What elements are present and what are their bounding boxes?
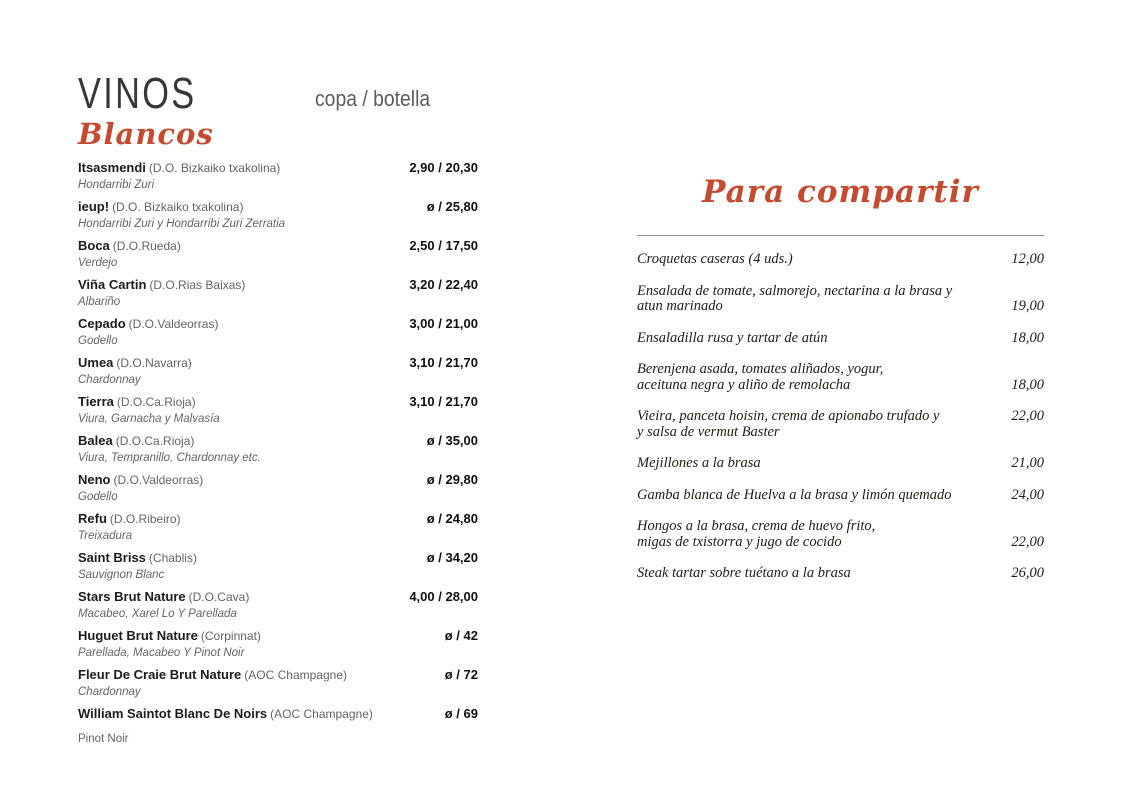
dish-item (637, 519, 1044, 550)
wine-item (78, 666, 478, 699)
dish-description: Ensalada de tomate, salmorejo, nectarina a la brasa y atun marinado (637, 282, 953, 314)
wine-appellation: (AOC Champagne) (270, 707, 373, 721)
wine-title (78, 315, 218, 333)
wine-title (78, 237, 181, 255)
dish-description: Mejillones a la brasa (637, 455, 761, 471)
wine-row (78, 666, 478, 684)
wine-appellation: (Chablis) (148, 551, 197, 565)
wine-price: ø / 29,80 (426, 472, 478, 487)
dish-description: Berenjena asada, tomates aliñados, yogur, aceituna negra y aliño de remolacha (637, 361, 884, 393)
wine-price: ø / 42 (444, 628, 478, 643)
wine-grapes: Verdejo (78, 257, 118, 269)
wine-price: 2,50 / 17,50 (409, 238, 478, 253)
wine-price: 4,00 / 28,00 (409, 589, 478, 604)
wine-price: ø / 25,80 (426, 199, 478, 214)
wine-grapes: Sauvignon Blanc (78, 569, 165, 581)
wine-name: Neno (78, 472, 111, 487)
wine-grapes: Godello (78, 491, 118, 503)
page-title: VINOS (78, 69, 197, 118)
wine-item (78, 588, 478, 621)
wine-list (78, 159, 478, 746)
wine-name: Stars Brut Nature (78, 589, 186, 604)
wine-item (78, 549, 478, 582)
wine-appellation: (D.O.Rias Baixas) (149, 278, 246, 292)
section-heading-para-compartir: Para compartir (702, 174, 979, 210)
wine-grapes: Godello (78, 335, 118, 347)
wine-price: ø / 69 (444, 706, 478, 721)
wine-grapes: Macabeo, Xarel Lo Y Parellada (78, 608, 237, 620)
dish-description: Gamba blanca de Huelva a la brasa y limón quemado (637, 486, 952, 503)
wine-price: ø / 72 (444, 667, 478, 682)
wine-title (78, 627, 261, 645)
wine-appellation: (D.O.Cava) (188, 590, 250, 604)
wine-price: ø / 24,80 (426, 511, 478, 526)
wine-name: Balea (78, 433, 113, 448)
wine-name: William Saintot Blanc De Noirs (78, 706, 268, 721)
wine-item (78, 705, 478, 746)
wine-title (78, 666, 347, 684)
wine-name: ieup! (78, 199, 110, 214)
wine-name: Viña Cartin (78, 277, 147, 292)
wine-grapes: Viura, Garnacha y Malvasía (78, 413, 220, 425)
wine-item (78, 393, 478, 426)
wine-grapes: Hondarribi Zuri y Hondarribi Zuri Zerratia (78, 218, 286, 230)
wine-price: 3,10 / 21,70 (409, 394, 478, 409)
wine-name: Tierra (78, 394, 114, 409)
wine-row (78, 510, 478, 528)
dish-price: 18,00 (1011, 329, 1044, 346)
dish-price: 24,00 (1011, 486, 1044, 503)
wine-title (78, 198, 243, 216)
wine-title (78, 471, 203, 489)
wine-row (78, 432, 478, 450)
wine-row (78, 315, 478, 333)
wine-appellation: (D.O. Bizkaiko txakolina) (112, 200, 244, 214)
dish-item (637, 488, 1044, 504)
wine-item (78, 471, 478, 504)
wine-appellation: (Corpinnat) (200, 629, 261, 643)
wine-row (78, 354, 478, 372)
wine-item (78, 627, 478, 660)
wine-title (78, 159, 280, 177)
price-format-label: copa / botella (315, 86, 431, 111)
wine-row (78, 159, 478, 177)
wine-title (78, 276, 245, 294)
wine-name: Saint Briss (78, 550, 146, 565)
menu-header (78, 69, 478, 118)
wine-price: ø / 34,20 (426, 550, 478, 565)
wine-grapes: Chardonnay (78, 686, 141, 698)
wine-grapes: Chardonnay (78, 374, 141, 386)
dish-item (637, 566, 1044, 582)
wine-row (78, 471, 478, 489)
wine-price: 3,00 / 21,00 (409, 316, 478, 331)
wine-title (78, 510, 181, 528)
wine-appellation: (D.O.Rueda) (112, 239, 181, 253)
wine-row (78, 627, 478, 645)
dish-item (637, 409, 1044, 440)
dish-description: Hongos a la brasa, crema de huevo frito, migas de txistorra y jugo de cocido (637, 518, 876, 550)
wine-row (78, 588, 478, 606)
wine-item (78, 510, 478, 543)
wine-item (78, 432, 478, 465)
dish-price: 19,00 (1011, 298, 1044, 314)
wine-row (78, 237, 478, 255)
wine-row (78, 705, 478, 723)
dish-list (637, 252, 1044, 582)
wine-grapes: Hondarribi Zuri (78, 179, 155, 191)
wine-name: Boca (78, 238, 110, 253)
wine-grapes: Treixadura (78, 530, 133, 542)
wine-grapes: Pinot Noir (78, 733, 129, 745)
wine-grapes: Parellada, Macabeo Y Pinot Noir (78, 647, 245, 659)
dish-price: 21,00 (1011, 455, 1044, 471)
dish-description: Croquetas caseras (4 uds.) (637, 251, 793, 267)
wine-item (78, 198, 478, 231)
wine-price: 2,90 / 20,30 (409, 160, 478, 175)
wine-appellation: (AOC Champagne) (244, 668, 347, 682)
wine-row (78, 276, 478, 294)
wine-item (78, 315, 478, 348)
wine-item (78, 354, 478, 387)
wine-appellation: (D.O.Ribeiro) (109, 512, 181, 526)
dish-description: Steak tartar sobre tuétano a la brasa (637, 565, 851, 581)
wine-title (78, 393, 196, 411)
dish-price: 26,00 (1011, 565, 1044, 581)
dish-price: 12,00 (1011, 251, 1044, 267)
wine-appellation: (D.O.Ca.Rioja) (115, 434, 195, 448)
wine-appellation: (D.O.Navarra) (116, 356, 192, 370)
dish-price: 18,00 (1011, 376, 1044, 393)
wine-item (78, 276, 478, 309)
share-section (637, 172, 1044, 598)
wine-item (78, 237, 478, 270)
wine-appellation: (D.O. Bizkaiko txakolina) (148, 161, 281, 175)
wine-item (78, 159, 478, 192)
wine-title (78, 705, 373, 723)
wine-title (78, 354, 192, 372)
dish-description: Vieira, panceta hoisin, crema de apionabo trufado y y salsa de vermut Baster (637, 408, 940, 440)
wine-list-section (78, 69, 478, 752)
wine-price: ø / 35,00 (426, 433, 478, 448)
wine-appellation: (D.O.Valdeorras) (113, 473, 204, 487)
dish-price: 22,00 (1011, 408, 1044, 424)
dish-item (637, 331, 1044, 347)
wine-grapes: Albariño (78, 296, 121, 308)
wine-row (78, 198, 478, 216)
wine-price: 3,10 / 21,70 (409, 355, 478, 370)
wine-grapes: Viura, Tempranillo, Chardonnay etc. (78, 452, 261, 464)
wine-row (78, 549, 478, 567)
dish-item (637, 252, 1044, 268)
dish-description: Ensaladilla rusa y tartar de atún (637, 329, 828, 346)
dish-item (637, 456, 1044, 472)
dish-price: 22,00 (1011, 533, 1044, 550)
wine-price: 3,20 / 22,40 (409, 277, 478, 292)
wine-name: Fleur De Craie Brut Nature (78, 667, 242, 682)
wine-appellation: (D.O.Ca.Rioja) (116, 395, 196, 409)
wine-name: Huguet Brut Nature (78, 628, 198, 643)
wine-title (78, 549, 197, 567)
section-heading-blancos: Blancos (78, 117, 214, 151)
section-divider (637, 235, 1044, 236)
wine-name: Itsasmendi (78, 160, 146, 175)
wine-name: Cepado (78, 316, 126, 331)
wine-row (78, 393, 478, 411)
dish-item (637, 284, 1044, 315)
wine-appellation: (D.O.Valdeorras) (128, 317, 219, 331)
dish-item (637, 362, 1044, 393)
wine-name: Refu (78, 511, 107, 526)
wine-title (78, 588, 249, 606)
wine-name: Umea (78, 355, 114, 370)
wine-title (78, 432, 194, 450)
